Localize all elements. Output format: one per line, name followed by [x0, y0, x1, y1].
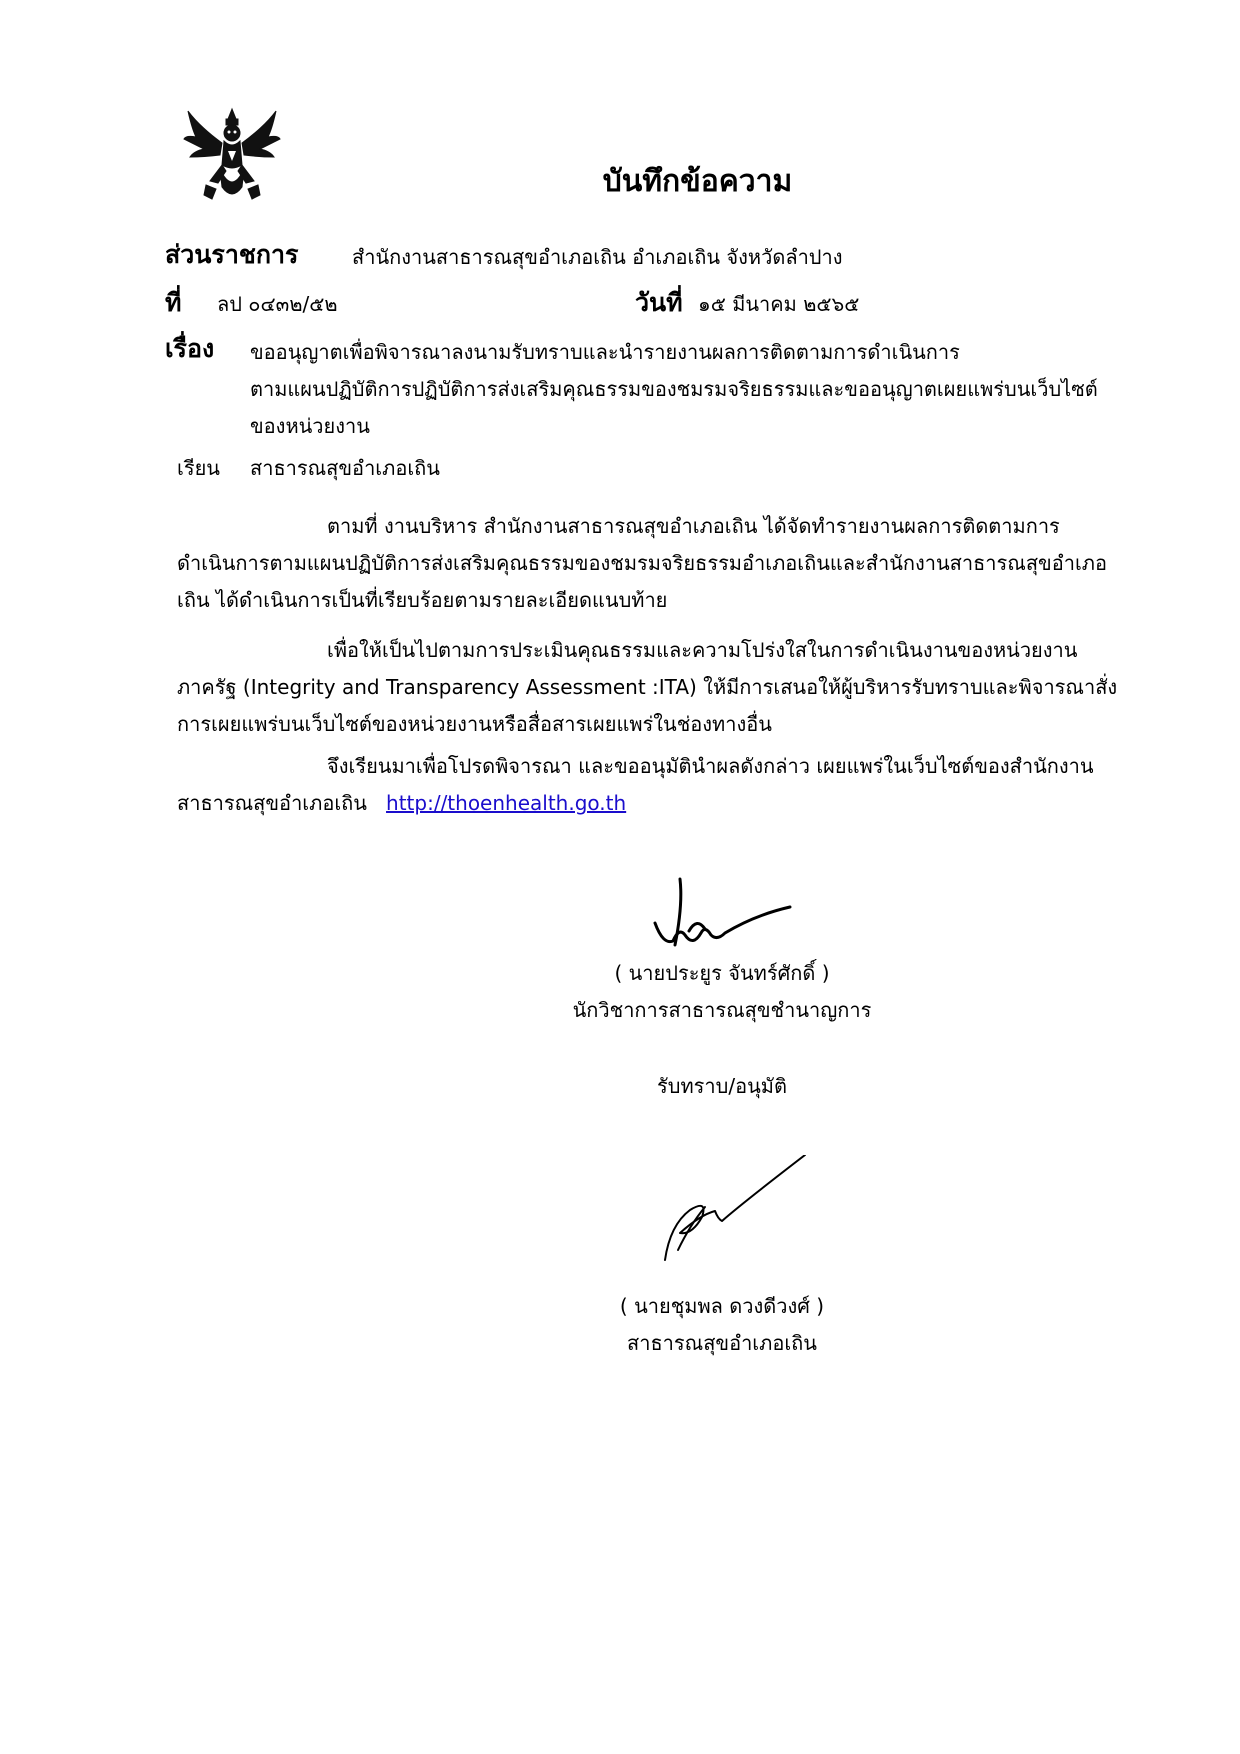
paragraph-text: สาธารณสุขอำเภอเถิน [177, 791, 367, 815]
paragraph-line: เพื่อให้เป็นไปตามการประเมินคุณธรรมและความโปร่งใสในการดำเนินงานของหน่วยงาน [327, 638, 1078, 662]
subject-line: ขออนุญาตเพื่อพิจารณาลงนามรับทราบและนำรายงานผลการติดตามการดำเนินการ [250, 340, 960, 364]
to-value: สาธารณสุขอำเภอเถิน [250, 456, 440, 480]
paragraph-line: ดำเนินการตามแผนปฏิบัติการส่งเสริมคุณธรรมของชมรมจริยธรรมอำเภอเถินและสำนักงานสาธารณสุขอำเภอ [177, 551, 1107, 575]
signature-2 [660, 1155, 810, 1265]
paragraph-line: ตามที่ งานบริหาร สำนักงานสาธารณสุขอำเภอเถิน ได้จัดทำรายงานผลการติดตามการ [327, 514, 1060, 538]
signer-2-name: ( นายชุมพล ดวงดีวงศ์ ) [619, 1294, 825, 1318]
signer-1-name: ( นายประยูร จันทร์ศักดิ์ ) [614, 961, 830, 985]
body-paragraph-1 [177, 508, 1127, 619]
memo-title: บันทึกข้อความ [602, 164, 793, 199]
signer-1-title: นักวิชาการสาธารณสุขชำนาญการ [572, 998, 872, 1022]
signature-1 [645, 875, 795, 955]
paragraph-line: ภาครัฐ (Integrity and Transparency Assessment :ITA) ให้มีการเสนอให้ผู้บริหารรับทราบและพิจารณาสั่ง [177, 675, 1118, 699]
paragraph-line [177, 785, 1127, 822]
department-value: สำนักงานสาธารณสุขอำเภอเถิน อำเภอเถิน จังหวัดลำปาง [352, 245, 843, 269]
body-paragraph-3 [177, 748, 1127, 822]
signer-2-block [512, 1288, 932, 1362]
ref-label: ที่ [165, 288, 182, 317]
body-paragraph-2 [177, 632, 1127, 743]
date-label: วันที่ [635, 288, 683, 317]
subject-line: ของหน่วยงาน [250, 414, 370, 438]
signer-1-block [512, 955, 932, 1029]
subject-label: เรื่อง [165, 334, 215, 363]
paragraph-line: การเผยแพร่บนเว็บไซต์ของหน่วยงานหรือสื่อสารเผยแพร่ในช่องทางอื่น [177, 712, 772, 736]
signer-2-title: สาธารณสุขอำเภอเถิน [627, 1331, 817, 1355]
subject-line: ตามแผนปฏิบัติการปฏิบัติการส่งเสริมคุณธรรมของชมรมจริยธรรมและขออนุญาตเผยแพร่บนเว็บไซต์ [250, 377, 1098, 401]
paragraph-line: จึงเรียนมาเพื่อโปรดพิจารณา และขออนุมัตินำผลดังกล่าว เผยแพร่ในเว็บไซต์ของสำนักงาน [327, 754, 1094, 778]
department-label: ส่วนราชการ [165, 240, 299, 269]
ref-value: ลป ๐๔๓๒/๕๒ [217, 292, 338, 316]
subject-text [250, 334, 1098, 445]
to-label: เรียน [177, 456, 220, 480]
paragraph-line: เถิน ได้ดำเนินการเป็นที่เรียบร้อยตามรายละเอียดแนบท้าย [177, 588, 668, 612]
date-value: ๑๕ มีนาคม ๒๕๖๕ [698, 292, 860, 316]
approval-text: รับทราบ/อนุมัติ [657, 1074, 787, 1098]
website-link[interactable]: http://thoenhealth.go.th [386, 791, 627, 815]
